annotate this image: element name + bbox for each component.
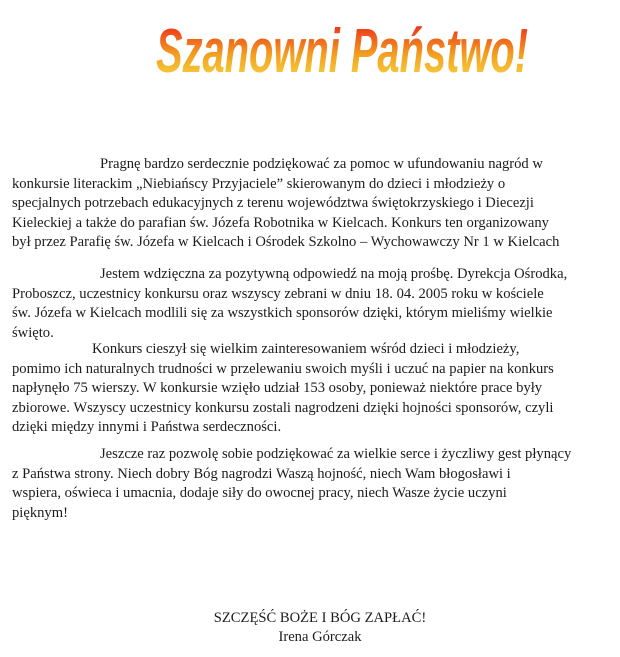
paragraph-line: napłynęło 75 wierszy. W konkursie wzięło udział 153 osoby, ponieważ niektóre prace były [12,380,543,397]
signature-name: Irena Górczak [278,629,362,645]
letter-closing [0,609,620,647]
paragraph-line: konkursie literackim „Niebiańscy Przyjaciele” skierowanym do dzieci i młodzieży o [12,175,506,192]
paragraph-line: Konkurs cieszył się wielkim zainteresowaniem wśród dzieci i młodzieży, [92,341,520,357]
paragraph-line: Proboszcz, uczestnicy konkursu oraz wszyscy zebrani w dniu 18. 04. 2005 roku w kościele [12,285,544,302]
paragraph-line: zbiorowe. Wszyscy uczestnicy konkursu zostali nagrodzeni dzięki hojności sponsorów, czyli [12,399,554,416]
title-graphic [150,4,540,94]
paragraph-line: Pragnę bardzo serdecznie podziękować za pomoc w ufundowaniu nagród w [100,156,543,172]
paragraph-blessing [12,445,616,523]
paragraph-line: specjalnych potrzebach edukacyjnych z terenu województwa świętokrzyskiego i Diecezji [12,195,534,212]
paragraph-line: święto. [12,324,54,341]
title-banner [150,4,540,94]
paragraph-line: z Państwa strony. Niech dobry Bóg nagrodzi Waszą hojność, niech Wam błogosławi i [12,465,511,482]
paragraph-gratitude [12,265,616,343]
paragraph-thanks [12,155,616,253]
paragraph-line: pięknym! [12,504,68,521]
paragraph-line: Kieleckiej a także do parafian św. Józefa Robotnika w Kielcach. Konkurs ten organizowany [12,214,549,231]
paragraph-line: pomimo ich naturalnych trudności w przelewaniu swoich myśli i uczuć na papier na konkurs [12,360,554,377]
paragraph-line: Jestem wdzięczna za pozytywną odpowiedź na moją prośbę. Dyrekcja Ośrodka, [100,266,568,282]
paragraph-line: dzięki między innymi i Państwa serdeczności. [12,419,282,436]
closing-greeting: SZCZĘŚĆ BOŻE I BÓG ZAPŁAĆ! [213,610,427,626]
paragraph-line: wspiera, oświeca i umacnia, dodaje siły do owocnej pracy, niech Wasze życie uczyni [12,485,507,502]
letter-title: Szanowni Państwo! [156,17,528,86]
paragraph-contest [12,340,616,438]
paragraph-line: św. Józefa w Kielcach modlili się za wszystkich sponsorów dzięki, którym mieliśmy wielkie [12,305,553,322]
paragraph-line: Jeszcze raz pozwolę sobie podziękować za wielkie serce i życzliwy gest płynący [100,446,572,462]
paragraph-line: był przez Parafię św. Józefa w Kielcach i Ośrodek Szkolno – Wychowawczy Nr 1 w Kielcach [12,234,560,251]
